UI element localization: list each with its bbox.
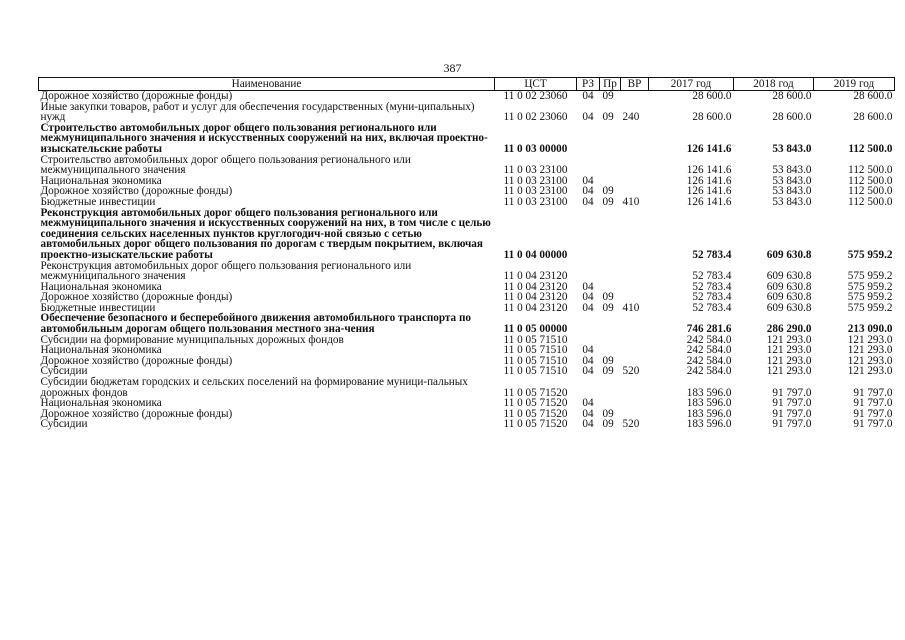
cell-2018: 53 843.0 — [772, 195, 812, 208]
cell-rz: 04 — [582, 291, 594, 304]
cell-pr — [600, 155, 621, 176]
cell-2019: 91 797.0 — [853, 386, 893, 399]
cell-name: Строительство автомобильных дорог общего пользования регионального или межмуниципального значения — [40, 153, 411, 177]
cell-2019: 121 293.0 — [847, 344, 893, 357]
cell-vr: 410 — [622, 301, 640, 314]
cell-vr — [621, 313, 649, 334]
cell-pr: 09 — [602, 301, 614, 314]
cell-2019: 28 600.0 — [853, 111, 893, 124]
cell-2019: 121 293.0 — [847, 365, 893, 378]
cell-cst: 11 0 02 23060 — [503, 111, 568, 124]
cell-2019: 112 500.0 — [848, 164, 893, 177]
cell-pr — [600, 313, 621, 334]
cell-vr — [621, 91, 649, 102]
cell-2017: 183 596.0 — [686, 397, 732, 410]
cell-2018: 91 797.0 — [772, 397, 812, 410]
cell-2018: 609 630.8 — [766, 280, 812, 293]
cell-rz — [577, 313, 600, 334]
cell-2018: 91 797.0 — [772, 418, 812, 431]
header-cst: ЦСТ — [495, 78, 577, 91]
cell-vr: 520 — [622, 365, 640, 378]
cell-name: Дорожное хозяйство (дорожные фонды) — [40, 185, 233, 198]
cell-name: Реконструкция автомобильных дорог общего пользования регионального или межмуниципального значения и искусственных сооружений на них, в том числе с целью соединения сельских населенных пунктов круглогодич-ной связью с сетью автомобильных дорог общего пользования по дорогам с твердым покрытием, включая проектно-изыскательские работы — [40, 206, 491, 261]
table-row — [39, 261, 895, 282]
table-row — [39, 409, 895, 420]
cell-cst: 11 0 05 71510 — [503, 365, 568, 378]
cell-2018: 121 293.0 — [766, 344, 812, 357]
budget-table — [38, 77, 895, 430]
cell-rz: 04 — [582, 280, 594, 293]
cell-cst: 11 0 02 23060 — [503, 90, 568, 102]
header-2019: 2019 год — [814, 78, 895, 91]
cell-2017: 28 600.0 — [692, 90, 732, 102]
cell-pr — [600, 335, 621, 346]
cell-vr — [621, 398, 649, 409]
cell-2019: 121 293.0 — [847, 333, 893, 346]
header-2018: 2018 год — [734, 78, 814, 91]
cell-2018: 286 290.0 — [766, 323, 812, 336]
cell-2019: 213 090.0 — [847, 323, 893, 336]
cell-vr — [621, 377, 649, 398]
cell-cst: 11 0 04 23120 — [503, 301, 568, 314]
cell-rz — [577, 261, 600, 282]
cell-name: Дорожное хозяйство (дорожные фонды) — [40, 354, 233, 367]
cell-name: Реконструкция автомобильных дорог общего пользования регионального или межмуниципального значения — [40, 259, 412, 283]
cell-2018: 28 600.0 — [772, 111, 812, 124]
cell-cst: 11 0 04 23120 — [503, 280, 568, 293]
cell-2018: 53 843.0 — [772, 174, 812, 187]
table-row — [39, 197, 895, 208]
cell-rz: 04 — [582, 418, 594, 431]
table-body — [39, 91, 895, 431]
cell-rz — [577, 155, 600, 176]
cell-vr: 520 — [622, 418, 640, 431]
cell-cst: 11 0 05 71520 — [503, 386, 568, 399]
cell-2017: 126 141.6 — [686, 142, 732, 155]
cell-pr: 09 — [602, 195, 614, 208]
cell-pr: 09 — [602, 90, 614, 102]
cell-rz: 04 — [582, 90, 594, 102]
cell-name: Национальная экономика — [40, 280, 162, 293]
cell-rz: 04 — [582, 185, 594, 198]
page-number: 387 — [443, 61, 462, 75]
cell-2017: 242 584.0 — [686, 365, 732, 378]
cell-2018: 121 293.0 — [766, 333, 812, 346]
cell-cst: 11 0 03 23100 — [503, 164, 568, 177]
cell-2018: 609 630.8 — [766, 291, 812, 304]
cell-2017: 52 783.4 — [692, 301, 732, 314]
cell-cst: 11 0 04 00000 — [503, 248, 568, 261]
cell-rz: 04 — [582, 397, 594, 410]
cell-pr: 09 — [602, 185, 614, 198]
cell-pr — [600, 377, 621, 398]
cell-2018: 53 843.0 — [772, 142, 812, 155]
cell-name: Бюджетные инвестиции — [40, 301, 156, 314]
cell-rz: 04 — [582, 344, 594, 357]
cell-cst: 11 0 03 00000 — [503, 142, 568, 155]
cell-2017: 52 783.4 — [692, 280, 732, 293]
cell-2018: 91 797.0 — [772, 407, 812, 420]
header-vr: ВР — [621, 78, 649, 91]
header-rz: РЗ — [577, 78, 600, 91]
cell-2017: 52 783.4 — [692, 291, 732, 304]
cell-name: Субсидии — [40, 418, 88, 431]
cell-cst: 11 0 05 71510 — [503, 333, 568, 346]
cell-pr: 09 — [602, 418, 614, 431]
cell-rz: 04 — [582, 195, 594, 208]
cell-name: Субсидии на формирование муниципальных дорожных фондов — [40, 333, 344, 346]
table-row — [39, 208, 895, 261]
cell-rz: 04 — [582, 111, 594, 124]
cell-pr — [600, 123, 621, 155]
cell-vr — [621, 345, 649, 356]
table-row — [39, 313, 895, 334]
cell-vr: 410 — [622, 195, 640, 208]
cell-cst: 11 0 04 23120 — [503, 291, 568, 304]
cell-cst: 11 0 05 71520 — [503, 407, 568, 420]
cell-2017: 126 141.6 — [686, 195, 732, 208]
cell-cst: 11 0 05 71520 — [503, 397, 568, 410]
cell-vr — [621, 176, 649, 187]
cell-rz: 04 — [582, 354, 594, 367]
cell-name: Иные закупки товаров, работ и услуг для обеспечения государственных (муни-ципальных) нужд — [40, 100, 475, 124]
cell-name: Дорожное хозяйство (дорожные фонды) — [40, 90, 233, 102]
cell-2019: 91 797.0 — [853, 418, 893, 431]
cell-name: Бюджетные инвестиции — [40, 195, 156, 208]
header-pr: Пр — [600, 78, 621, 91]
cell-2017: 242 584.0 — [686, 344, 732, 357]
cell-2017: 52 783.4 — [692, 248, 732, 261]
cell-name: Строительство автомобильных дорог общего пользования регионального или межмуниципального значения и искусственных сооружений на них, включая проектно-изыскательские работы — [40, 121, 488, 155]
cell-2019: 575 959.2 — [847, 280, 893, 293]
cell-name: Дорожное хозяйство (дорожные фонды) — [40, 291, 233, 304]
cell-2018: 121 293.0 — [766, 365, 812, 378]
header-2017: 2017 год — [649, 78, 734, 91]
cell-2017: 242 584.0 — [686, 354, 732, 367]
table-row — [39, 377, 895, 398]
cell-2019: 91 797.0 — [853, 407, 893, 420]
cell-2017: 242 584.0 — [686, 333, 732, 346]
table-row — [39, 186, 895, 197]
cell-pr — [600, 261, 621, 282]
cell-2019: 112 500.0 — [848, 174, 893, 187]
cell-2017: 126 141.6 — [686, 164, 732, 177]
cell-pr: 09 — [602, 365, 614, 378]
cell-name: Субсидии бюджетам городских и сельских поселений на формирование муници-пальных дорожных фондов — [40, 376, 468, 399]
cell-cst: 11 0 03 23100 — [503, 174, 568, 187]
header-name: Наименование — [39, 78, 495, 91]
cell-2017: 28 600.0 — [692, 111, 732, 124]
cell-2017: 183 596.0 — [686, 418, 732, 431]
cell-cst: 11 0 03 23100 — [503, 195, 568, 208]
cell-name: Дорожное хозяйство (дорожные фонды) — [40, 407, 233, 420]
cell-rz: 04 — [582, 174, 594, 187]
cell-cst: 11 0 04 23120 — [503, 270, 568, 283]
cell-2018: 53 843.0 — [772, 185, 812, 198]
cell-2018: 609 630.8 — [766, 270, 812, 283]
cell-vr — [621, 282, 649, 293]
table-row — [39, 419, 895, 430]
cell-pr: 09 — [602, 291, 614, 304]
cell-cst: 11 0 03 23100 — [503, 185, 568, 198]
cell-2018: 28 600.0 — [772, 90, 812, 102]
cell-vr — [621, 155, 649, 176]
cell-2019: 91 797.0 — [853, 397, 893, 410]
cell-2018: 91 797.0 — [772, 386, 812, 399]
cell-cst: 11 0 05 71510 — [503, 354, 568, 367]
cell-vr: 240 — [622, 111, 640, 124]
cell-2018: 609 630.8 — [766, 248, 812, 261]
table-header-row — [39, 78, 895, 91]
table-row — [39, 102, 895, 123]
cell-vr — [621, 208, 649, 261]
cell-rz — [577, 377, 600, 398]
cell-pr: 09 — [602, 354, 614, 367]
cell-2017: 183 596.0 — [686, 407, 732, 420]
cell-name: Национальная экономика — [40, 174, 162, 187]
cell-name: Национальная экономика — [40, 397, 162, 410]
cell-name: Национальная экономика — [40, 344, 162, 357]
cell-2018: 609 630.8 — [766, 301, 812, 314]
cell-pr: 09 — [602, 407, 614, 420]
cell-2017: 746 281.6 — [686, 323, 732, 336]
cell-vr — [621, 335, 649, 346]
cell-rz: 04 — [582, 365, 594, 378]
table-row — [39, 91, 895, 102]
cell-rz — [577, 123, 600, 155]
cell-2019: 575 959.2 — [847, 291, 893, 304]
cell-2019: 575 959.2 — [847, 301, 893, 314]
cell-pr: 09 — [602, 111, 614, 124]
cell-2018: 53 843.0 — [772, 164, 812, 177]
cell-2017: 183 596.0 — [686, 386, 732, 399]
cell-2017: 52 783.4 — [692, 270, 732, 283]
cell-pr — [600, 208, 621, 261]
cell-rz — [577, 208, 600, 261]
cell-2019: 112 500.0 — [848, 142, 893, 155]
cell-vr — [621, 123, 649, 155]
cell-2017: 126 141.6 — [686, 185, 732, 198]
cell-name: Субсидии — [40, 365, 88, 378]
table-row — [39, 123, 895, 155]
cell-2018: 121 293.0 — [766, 354, 812, 367]
cell-2019: 121 293.0 — [847, 354, 893, 367]
cell-cst: 11 0 05 00000 — [503, 323, 568, 336]
cell-2019: 28 600.0 — [853, 90, 893, 102]
table-row — [39, 155, 895, 176]
cell-2017: 126 141.6 — [686, 174, 732, 187]
cell-rz: 04 — [582, 301, 594, 314]
cell-vr — [621, 261, 649, 282]
cell-name: Обеспечение безопасного и бесперебойного движения автомобильного транспорта по автомобильным дорогам общего пользования местного зна-чения — [40, 312, 471, 336]
cell-2019: 112 500.0 — [848, 195, 893, 208]
cell-2019: 575 959.2 — [847, 248, 893, 261]
cell-2019: 575 959.2 — [847, 270, 893, 283]
cell-rz: 04 — [582, 407, 594, 420]
cell-cst: 11 0 05 71510 — [503, 344, 568, 357]
cell-cst: 11 0 05 71520 — [503, 418, 568, 431]
cell-2019: 112 500.0 — [848, 185, 893, 198]
